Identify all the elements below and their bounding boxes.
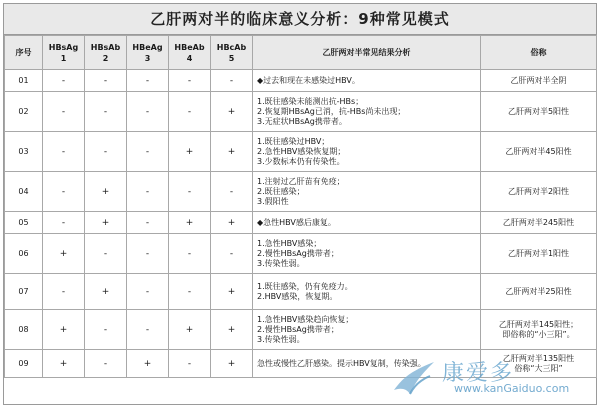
marker-result-cell: - [85,350,127,378]
watermark-text: 康爱多 [442,361,515,386]
common-name-cell [481,172,597,212]
common-name-cell [481,212,597,234]
common-name-line: 乙肝两对半45阳性 [505,146,572,156]
marker-result-cell: + [169,310,211,350]
marker-result-cell: + [211,310,253,350]
common-name-line: 乙肝两对半5阳性 [507,106,570,116]
marker-result-cell: - [43,132,85,172]
analysis-line: 急性或慢性乙肝感染。提示HBV复制，传染强。 [257,358,426,368]
marker-result-cell: - [127,274,169,310]
marker-result-cell: + [211,92,253,132]
header-marker-hbeab [169,36,211,70]
analysis-cell [253,70,481,92]
marker-result-cell: - [43,212,85,234]
analysis-cell [253,274,481,310]
marker-result-cell: - [127,234,169,274]
common-name-line: 乙肝两对半145阳性； [498,319,579,329]
marker-result-cell: + [169,132,211,172]
serial-cell: 06 [5,234,43,274]
marker-name: HBcAb [216,42,247,52]
marker-number: 4 [186,53,193,63]
marker-name: HBsAg [48,42,79,52]
common-name-line: 乙肝两对半245阳性 [502,217,575,227]
analysis-line: 1.注射过乙肝苗有免疫； [257,176,345,186]
marker-result-cell: + [211,132,253,172]
marker-result-cell: - [43,172,85,212]
marker-result-cell: - [211,234,253,274]
analysis-cell [253,172,481,212]
table-row [5,310,597,350]
common-name-line: 乙肝两对半2阳性 [507,186,570,196]
serial-cell: 05 [5,212,43,234]
marker-result-cell: - [211,172,253,212]
header-marker-hbsag [43,36,85,70]
marker-result-cell: - [43,92,85,132]
header-serial: 序号 [5,36,43,70]
analysis-line: 1.既往感染，仍有免疫力。 [257,281,353,291]
serial-cell: 08 [5,310,43,350]
analysis-line: 2.慢性HBsAg携带者； [257,248,339,258]
common-name-line: 即俗称的“小三阳”。 [502,329,575,339]
marker-result-cell: + [211,212,253,234]
marker-result-cell: - [127,70,169,92]
analysis-line: 2.急性HBV感染恢复期； [257,146,346,156]
marker-result-cell: - [127,310,169,350]
table-row [5,70,597,92]
analysis-line: 1.急性HBV感染； [257,238,322,248]
marker-result-cell: - [169,350,211,378]
analysis-cell [253,234,481,274]
analysis-line: 3.假阳性 [257,196,289,206]
table-row [5,274,597,310]
header-marker-hbcab [211,36,253,70]
common-name-cell [481,274,597,310]
serial-cell: 07 [5,274,43,310]
analysis-table-sheet [3,3,597,405]
table-row [5,132,597,172]
marker-result-cell: + [43,234,85,274]
analysis-cell [253,92,481,132]
analysis-line: 3.传染性弱。 [257,258,305,268]
analysis-line: 2.恢复期HBsAg已消，抗-HBs尚未出现； [257,106,406,116]
marker-result-cell: - [169,70,211,92]
common-name-cell [481,310,597,350]
serial-cell: 09 [5,350,43,378]
bird-logo-icon [390,356,438,398]
analysis-line: 3.传染性弱。 [257,334,305,344]
marker-result-cell: - [85,132,127,172]
common-name-cell [481,132,597,172]
marker-result-cell: - [85,70,127,92]
header-marker-hbeag [127,36,169,70]
marker-result-cell: - [127,92,169,132]
marker-result-cell: - [169,92,211,132]
marker-result-cell: - [127,172,169,212]
table-row [5,172,597,212]
common-name-line: 俗称“大三阳” [514,363,563,373]
analysis-line: 1.既往感染未能测出抗-HBs； [257,96,364,106]
analysis-line: 1.既往感染过HBV； [257,136,330,146]
analysis-line: 2.既往感染； [257,186,305,196]
marker-result-cell: - [169,274,211,310]
analysis-line: 1.急性HBV感染趋向恢复； [257,314,354,324]
marker-name: HBsAb [90,42,121,52]
analysis-line: ◆急性HBV感后康复。 [257,217,336,227]
header-common-name: 俗称 [481,36,597,70]
marker-number: 5 [228,53,235,63]
common-name-line: 乙肝两对半1阳性 [507,248,570,258]
analysis-cell [253,310,481,350]
serial-cell: 01 [5,70,43,92]
table-body [5,70,597,378]
marker-result-cell: + [211,350,253,378]
marker-result-cell: - [169,172,211,212]
marker-result-cell: - [43,70,85,92]
common-name-line: 乙肝两对半25阳性 [505,286,572,296]
common-name-cell [481,70,597,92]
marker-result-cell: + [43,350,85,378]
marker-result-cell: - [127,132,169,172]
analysis-line: 3.无症状HBsAg携带者。 [257,116,347,126]
marker-result-cell: - [127,212,169,234]
marker-result-cell: - [85,92,127,132]
analysis-line: 3.少数标本仍有传染性。 [257,156,345,166]
analysis-line: 2.HBV感染，恢复期。 [257,291,338,301]
serial-cell: 04 [5,172,43,212]
common-name-cell [481,234,597,274]
marker-result-cell: - [85,310,127,350]
serial-cell: 03 [5,132,43,172]
common-name-line: 乙肝两对半全阴 [510,75,567,85]
marker-number: 1 [60,53,67,63]
header-row [5,36,597,70]
watermark [390,352,590,400]
header-marker-hbsab [85,36,127,70]
marker-name: HBeAg [132,42,163,52]
marker-result-cell: + [85,274,127,310]
serial-cell: 02 [5,92,43,132]
marker-number: 3 [144,53,151,63]
marker-result-cell: + [127,350,169,378]
analysis-cell [253,212,481,234]
marker-result-cell: - [169,234,211,274]
table-title: 乙肝两对半的临床意义分析：9种常见模式 [4,4,596,35]
table-row [5,234,597,274]
marker-name: HBeAb [174,42,205,52]
analysis-table [4,35,597,378]
common-name-cell [481,92,597,132]
header-analysis: 乙肝两对半常见结果分析 [253,36,481,70]
table-row [5,212,597,234]
marker-result-cell: + [169,212,211,234]
analysis-cell [253,132,481,172]
marker-result-cell: + [85,212,127,234]
marker-result-cell: - [85,234,127,274]
marker-result-cell: + [85,172,127,212]
marker-result-cell: - [43,274,85,310]
analysis-line: ◆过去和现在未感染过HBV。 [257,75,360,85]
marker-result-cell: + [211,274,253,310]
table-row [5,92,597,132]
common-name-line: 乙肝两对半135阳性 [502,353,575,363]
marker-result-cell: - [211,70,253,92]
analysis-line: 2.慢性HBsAg携带者； [257,324,339,334]
marker-result-cell: + [43,310,85,350]
marker-number: 2 [102,53,109,63]
watermark-url: www.kanGaiduo.com [454,382,570,395]
